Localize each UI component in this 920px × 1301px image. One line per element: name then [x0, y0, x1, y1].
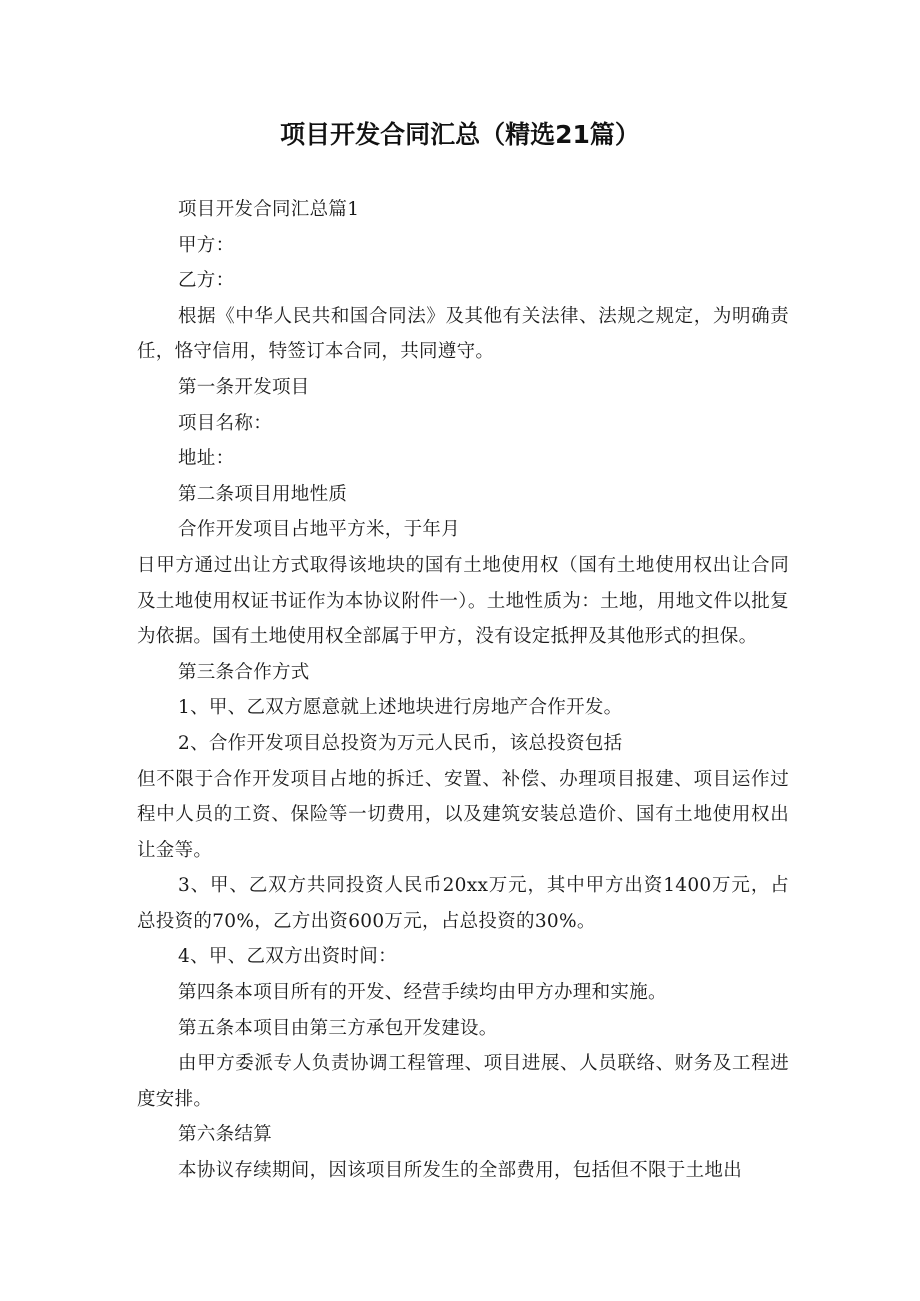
paragraph: 根据《中华人民共和国合同法》及其他有关法律、法规之规定，为明确责任，恪守信用，特签订本合同，共同遵守。	[137, 305, 789, 363]
paragraph: 2、合作开发项目总投资为万元人民币，该总投资包括	[178, 732, 623, 754]
article-heading: 第三条合作方式	[178, 661, 310, 683]
paragraph: 本协议存续期间，因该项目所发生的全部费用，包括但不限于土地出	[178, 1160, 743, 1182]
paragraph: 1、甲、乙双方愿意就上述地块进行房地产合作开发。	[178, 697, 623, 719]
article-heading: 第四条本项目所有的开发、经营手续均由甲方办理和实施。	[178, 982, 667, 1004]
article-heading: 第五条本项目由第三方承包开发建设。	[178, 1017, 498, 1039]
field-line: 项目名称：	[178, 412, 273, 434]
article-heading: 第二条项目用地性质	[178, 483, 348, 505]
field-line: 地址：	[178, 448, 235, 470]
paragraph: 3、甲、乙双方共同投资人民币20xx万元，其中甲方出资1400万元，占总投资的70%，乙方出资600万元，占总投资的30%。	[137, 875, 789, 932]
article-heading: 第一条开发项目	[178, 376, 310, 398]
section-heading: 项目开发合同汇总篇1	[178, 199, 360, 220]
party-a-line: 甲方：	[178, 234, 235, 256]
document-body	[137, 192, 789, 1189]
paragraph: 4、甲、乙双方出资时间：	[178, 946, 397, 968]
paragraph: 日甲方通过出让方式取得该地块的国有土地使用权（国有土地使用权出让合同及土地使用权证书证作为本协议附件一）。土地性质为：土地，用地文件以批复为依据。国有土地使用权全部属于甲方，没有设定抵押及其他形式的担保。	[137, 554, 789, 648]
paragraph: 由甲方委派专人负责协调工程管理、项目进展、人员联络、财务及工程进度安排。	[137, 1053, 789, 1110]
document-title: 项目开发合同汇总（精选21篇）	[280, 120, 640, 149]
paragraph: 合作开发项目占地平方米，于年月	[178, 519, 461, 541]
paragraph: 但不限于合作开发项目占地的拆迁、安置、补偿、办理项目报建、项目运作过程中人员的工资、保险等一切费用，以及建筑安装总造价、国有土地使用权出让金等。	[137, 768, 789, 861]
article-heading: 第六条结算	[178, 1124, 273, 1146]
party-b-line: 乙方：	[178, 270, 235, 292]
